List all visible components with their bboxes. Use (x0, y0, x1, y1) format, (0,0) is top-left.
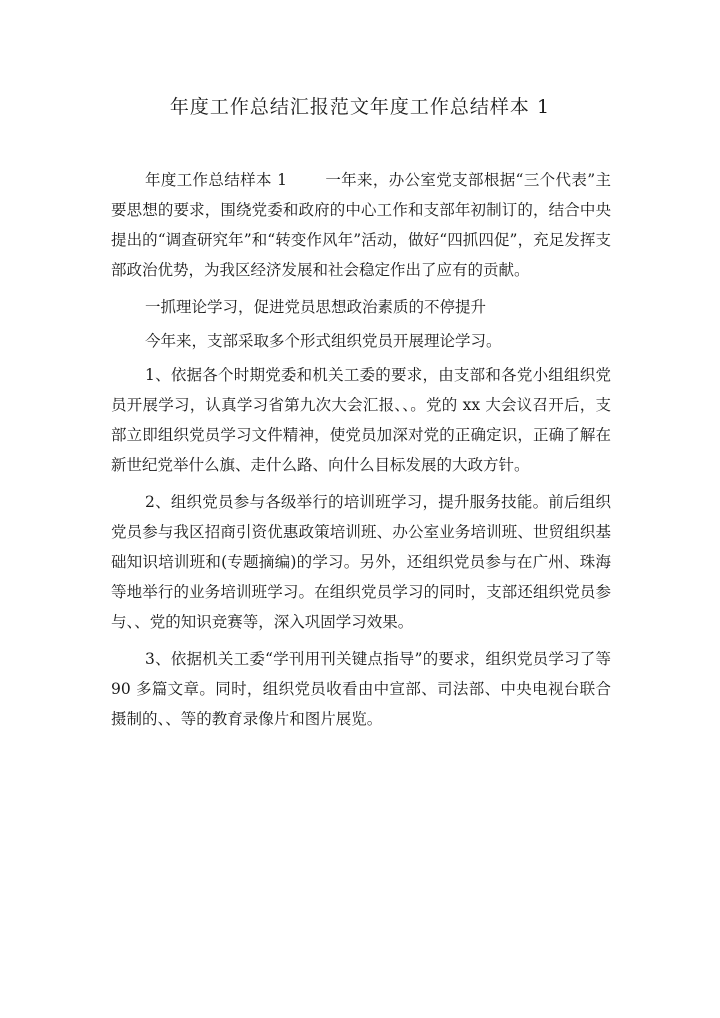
intro-label: 年度工作总结样本 1 (145, 171, 287, 189)
section-heading: 一抓理论学习，促进党员思想政治素质的不停提升 (145, 298, 487, 316)
paragraph: 3、依据机关工委“学刊用刊关键点指导”的要求，组织党员学习了等 90 多篇文章。同时，组织党员收看由中宣部、司法部、中央电视台联合摄制的、、等的教育录像片和图片展览。 (111, 650, 611, 728)
paragraph: 1、依据各个时期党委和机关工委的要求，由支部和各党小组组织党员开展学习，认真学习省第九次大会汇报、、。党的 xx 大会议召开后，支部立即组织党员学习文件精神，使党员加深对党的正确定识，正确了解在新世纪党举什么旗、走什么路、向什么目标发展的大政方针。 (111, 366, 611, 474)
document-body (111, 165, 611, 741)
document-title: 年度工作总结汇报范文年度工作总结样本 1 (169, 96, 551, 118)
paragraph: 今年来，支部采取多个形式组织党员开展理论学习。 (145, 332, 502, 350)
intro-text: 一年来，办公室党支部根据“三个代表”主要思想的要求，围绕党委和政府的中心工作和支部年初制订的，结合中央提出的“调查研究年”和“转变作风年”活动，做好“四抓四促”，充足发挥支部政治优势，为我区经济发展和社会稳定作出了应有的贡献。 (111, 171, 611, 279)
intro-paragraph (111, 165, 611, 285)
paragraph: 2、组织党员参与各级举行的培训班学习，提升服务技能。前后组织党员参与我区招商引资优惠政策培训班、办公室业务培训班、世贸组织基础知识培训班和(专题摘编)的学习。另外，还组织党员参与在广州、珠海等地举行的业务培训班学习。在组织党员学习的同时，支部还组织党员参与、、党的知识竞赛等，深入巩固学习效果。 (111, 493, 611, 631)
